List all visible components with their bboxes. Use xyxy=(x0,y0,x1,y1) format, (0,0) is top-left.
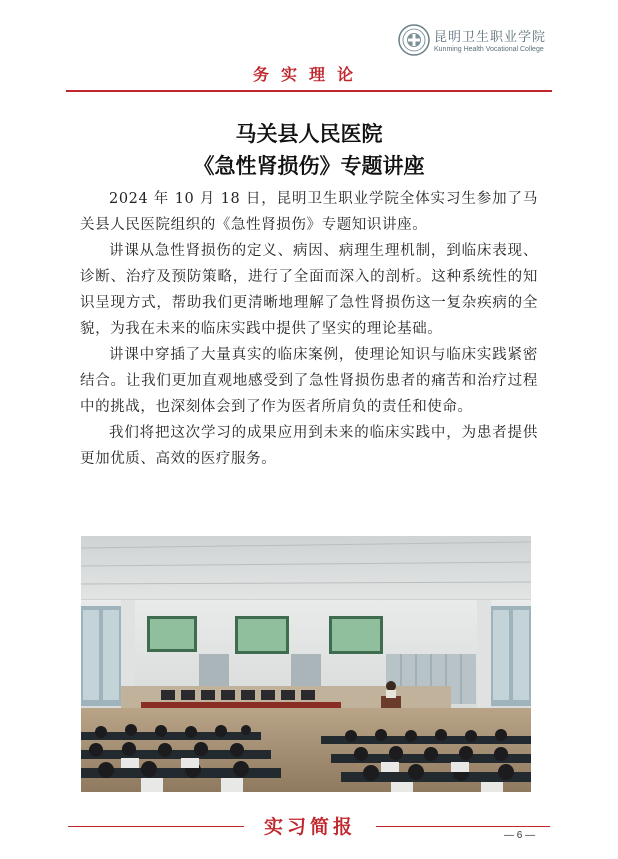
paragraph: 2024 年 10 月 18 日，昆明卫生职业学院全体实习生参加了马关县人民医院组织的《急性肾损伤》专题知识讲座。 xyxy=(80,191,538,233)
section-title: 务实理论 xyxy=(252,65,365,84)
lecture-hall-photo xyxy=(81,536,531,792)
footer-title: 实习简报 xyxy=(263,816,356,838)
logo-english-name: Kunming Health Vocational College xyxy=(434,46,544,53)
article-title-line2: 《急性肾损伤》专题讲座 xyxy=(193,153,425,178)
page-number: — 6 — xyxy=(504,830,536,841)
paragraph: 讲课中穿插了大量真实的临床案例，使理论知识与临床实践紧密结合。让我们更加直观地感受到了急性肾损伤患者的痛苦和治疗过程中的挑战，也深刻体会到了作为医者所肩负的责任和使命。 xyxy=(80,347,538,415)
paragraph: 我们将把这次学习的成果应用到未来的临床实践中，为患者提供更加优质、高效的医疗服务。 xyxy=(80,425,538,467)
college-logo xyxy=(398,22,558,62)
header-divider xyxy=(66,90,552,92)
article-body xyxy=(80,186,538,472)
article-title-line1: 马关县人民医院 xyxy=(235,121,383,146)
footer-divider-right xyxy=(376,826,550,827)
footer-divider-left xyxy=(68,826,244,827)
college-seal-icon xyxy=(398,24,430,56)
article-title xyxy=(0,118,618,182)
logo-chinese-name: 昆明卫生职业学院 xyxy=(434,30,547,45)
paragraph: 讲课从急性肾损伤的定义、病因、病理生理机制，到临床表现、诊断、治疗及预防策略，进行了全面而深入的剖析。这种系统性的知识呈现方式，帮助我们更清晰地理解了急性肾损伤这一复杂疾病的全貌，为我在未来的临床实践中提供了坚实的理论基础。 xyxy=(80,243,538,337)
